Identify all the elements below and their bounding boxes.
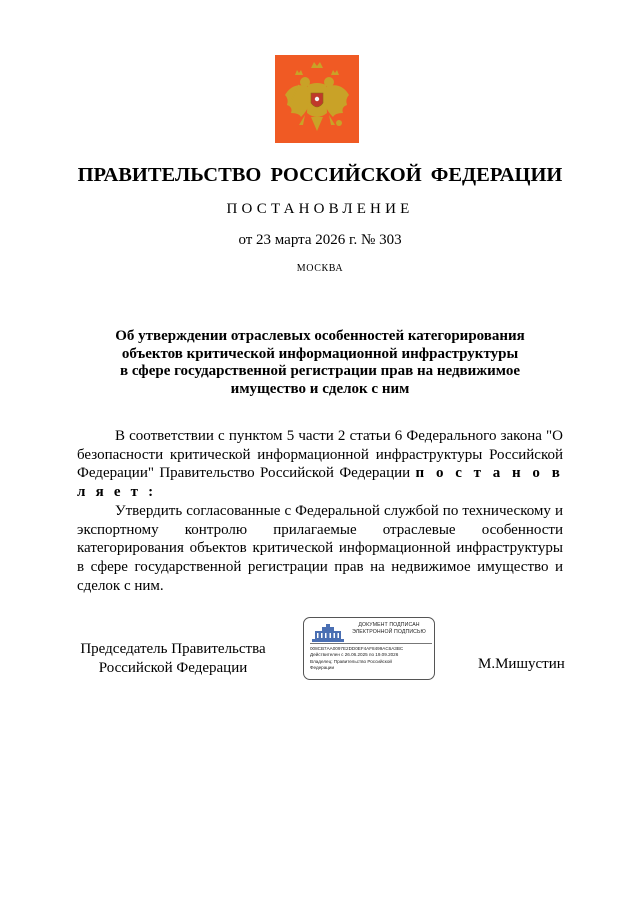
certificate-owner: Владелец: Правительство Российской xyxy=(310,658,392,664)
certificate-owner: Федерации xyxy=(310,664,335,670)
stamp-details xyxy=(310,646,434,671)
subject-line: в сфере государственной регистрации прав на недвижимое xyxy=(120,363,520,379)
document-subject xyxy=(100,328,540,398)
certificate-number: 008CB7AA0097E2DD0EF4AF8499AC6A3BC xyxy=(310,646,404,651)
intro-text: В соответствии с пунктом 5 части 2 статьи 6 Федерального закона "О безопасности критической информационной инфраструктуры Российской Федерации" Правительство Российской Федерации xyxy=(77,428,563,482)
government-building-icon xyxy=(312,624,344,642)
validity-period: Действителен с 26.06.2025 по 19.09.2026 xyxy=(310,652,399,658)
subject-line: объектов критической информационной инфраструктуры xyxy=(121,345,519,362)
resolves-word: п о с т а н о в л я е т : xyxy=(77,465,563,501)
electronic-signature-stamp xyxy=(303,617,435,680)
city: МОСКВА xyxy=(296,263,344,274)
subject-line: Об утверждении отраслевых особенностей категорирования xyxy=(115,328,525,344)
document-body xyxy=(77,427,563,595)
stamp-divider xyxy=(310,643,432,644)
document-type: ПОСТАНОВЛЕНИЕ xyxy=(226,201,414,217)
stamp-heading-line: ДОКУМЕНТ ПОДПИСАН xyxy=(358,622,420,628)
stamp-heading xyxy=(346,622,432,636)
stamp-heading-line: ЭЛЕКТРОННОЙ ПОДПИСЬЮ xyxy=(352,629,426,635)
position-line: Российской Федерации xyxy=(98,660,248,676)
coat-of-arms-emblem xyxy=(275,55,359,143)
subject-line: имущество и сделок с ним xyxy=(230,380,410,397)
decision-paragraph: Утвердить согласованные с Федеральной службой по техническому и экспортному контролю прилагаемые отраслевые особенности категорирования объектов критической информационной инфраструктуры в сфере государственной регистрации прав на недвижимое имущество и сделок с ним. xyxy=(77,502,563,594)
position-line: Председатель Правительства xyxy=(80,641,266,657)
intro-paragraph xyxy=(77,427,563,502)
document-date-number: от 23 марта 2026 г. № 303 xyxy=(238,232,402,248)
government-title: ПРАВИТЕЛЬСТВО РОССИЙСКОЙ ФЕДЕРАЦИИ xyxy=(77,164,563,186)
signatory-name: М.Мишустин xyxy=(478,656,565,672)
signatory-position xyxy=(77,640,269,678)
